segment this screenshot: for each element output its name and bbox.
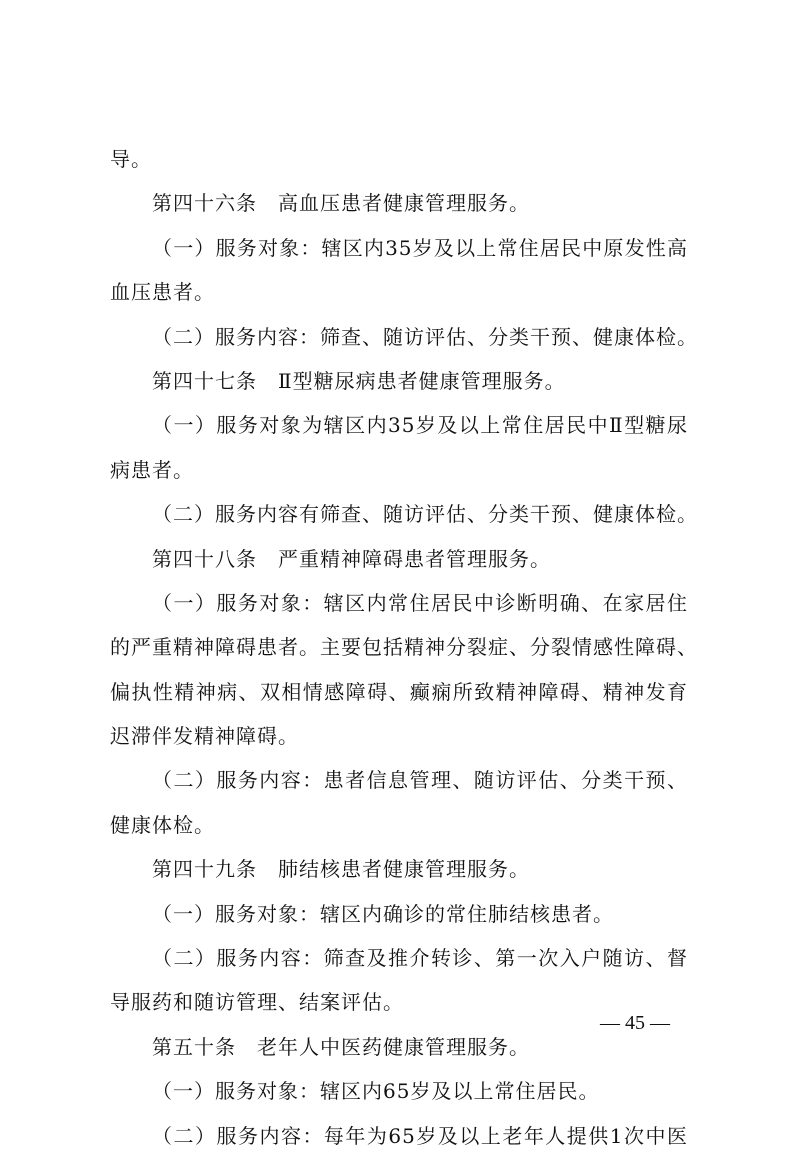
text-line: 病患者。 bbox=[110, 457, 194, 482]
text-line: （二）服务内容：筛查、随访评估、分类干预、健康体检。 bbox=[152, 324, 698, 349]
text-line: （二）服务内容：每年为65岁及以上老年人提供1次中医 bbox=[152, 1123, 688, 1148]
text-line: 血压患者。 bbox=[110, 280, 215, 305]
text-line: 第四十九条 肺结核患者健康管理服务。 bbox=[152, 857, 530, 882]
text-line: （一）服务对象：辖区内确诊的常住肺结核患者。 bbox=[152, 901, 614, 926]
text-line: 迟滞伴发精神障碍。 bbox=[110, 724, 299, 749]
text-line: 健康体检。 bbox=[110, 812, 215, 837]
text-line: 第四十七条 Ⅱ型糖尿病患者健康管理服务。 bbox=[152, 368, 566, 393]
text-line: 第四十八条 严重精神障碍患者管理服务。 bbox=[152, 546, 551, 571]
text-line: （一）服务对象：辖区内65岁及以上常住居民。 bbox=[152, 1079, 600, 1104]
text-line: （一）服务对象为辖区内35岁及以上常住居民中Ⅱ型糖尿 bbox=[152, 413, 688, 438]
document-body bbox=[110, 137, 698, 1158]
text-line: （二）服务内容：筛查及推介转诊、第一次入户随访、督 bbox=[152, 946, 688, 971]
text-line: 导服药和随访管理、结案评估。 bbox=[110, 990, 404, 1015]
text-line: （二）服务内容有筛查、随访评估、分类干预、健康体检。 bbox=[152, 502, 698, 527]
page-number: — 45 — bbox=[600, 1012, 670, 1034]
text-line: 第五十条 老年人中医药健康管理服务。 bbox=[152, 1034, 530, 1059]
text-line: （一）服务对象：辖区内35岁及以上常住居民中原发性高 bbox=[152, 235, 688, 260]
text-line: （二）服务内容：患者信息管理、随访评估、分类干预、 bbox=[152, 768, 688, 793]
text-line: 第四十六条 高血压患者健康管理服务。 bbox=[152, 191, 530, 216]
text-line: （一）服务对象：辖区内常住居民中诊断明确、在家居住 bbox=[152, 590, 688, 615]
text-line: 偏执性精神病、双相情感障碍、癫痫所致精神障碍、精神发育 bbox=[110, 679, 688, 704]
text-line: 的严重精神障碍患者。主要包括精神分裂症、分裂情感性障碍、 bbox=[110, 635, 698, 660]
text-line: 导。 bbox=[110, 147, 152, 171]
